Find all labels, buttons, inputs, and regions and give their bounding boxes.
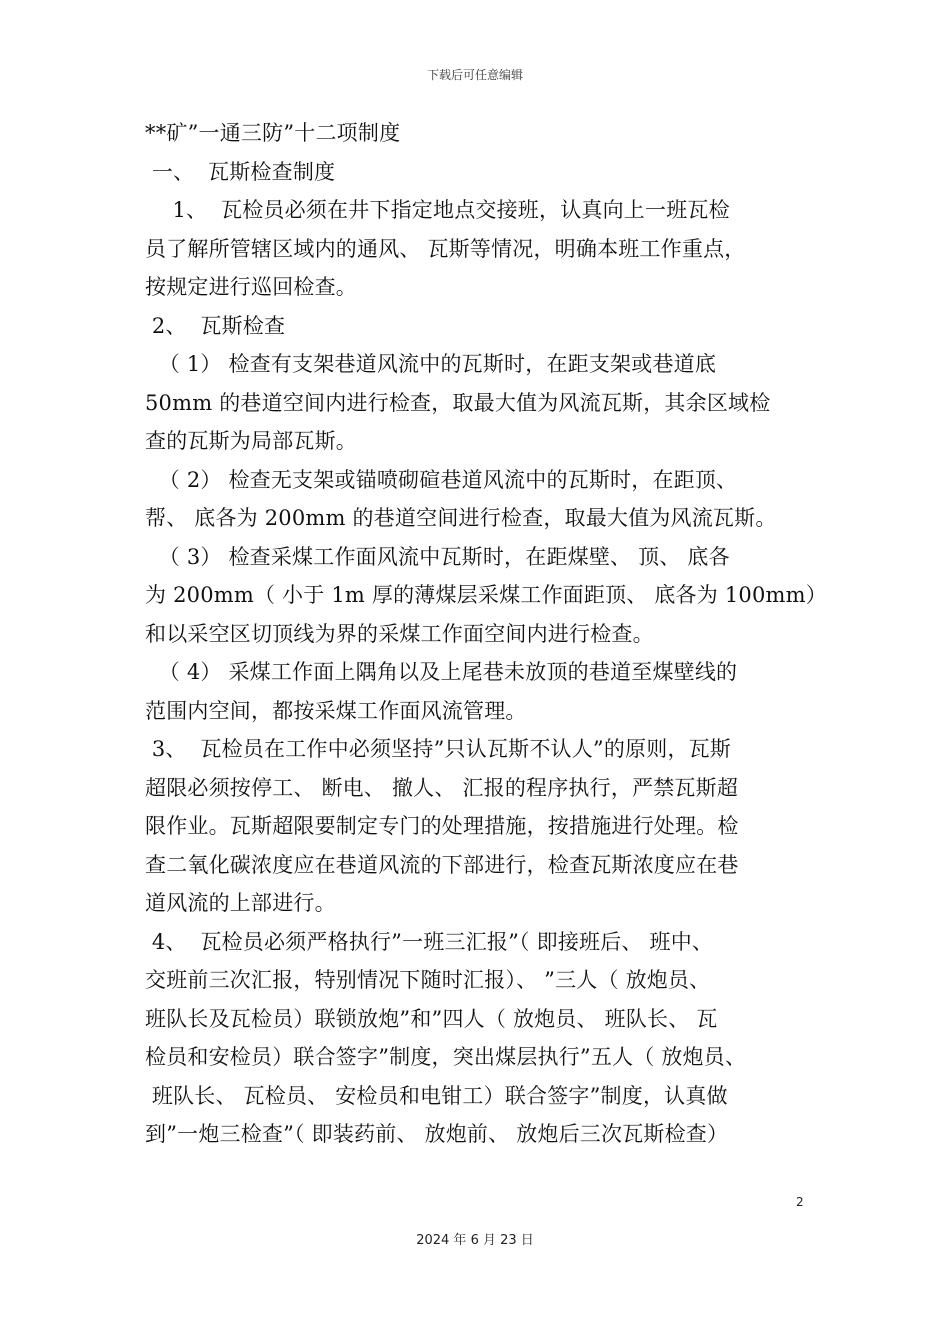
text-line: 50mm 的巷道空间内进行检查，取最大值为风流瓦斯，其余区域检 [145,390,771,415]
text-line: （ 1） 检查有支架巷道风流中的瓦斯时，在距支架或巷道底 [145,352,717,376]
text-line: 限作业。瓦斯超限要制定专门的处理措施，按措施进行处理。检 [145,814,739,838]
text-line: （ 3） 检查采煤工作面风流中瓦斯时，在距煤壁、 顶、 底各 [145,544,730,569]
text-line: 4、 瓦检员必须严格执行”一班三汇报”（ 即接班后、 班中、 [145,929,714,954]
page-number: 2 [796,1195,804,1209]
text-line: 一、 瓦斯检查制度 [145,159,336,184]
text-line: 为 200mm（ 小于 1m 厚的薄煤层采煤工作面距顶、 底各为 100mm） [145,583,827,607]
text-line: （ 4） 采煤工作面上隅角以及上尾巷未放顶的巷道至煤壁线的 [145,660,738,684]
document-body [145,114,827,1154]
text-line: 班队长、 瓦检员、 安检员和电钳工）联合签字”制度，认真做 [145,1083,728,1108]
text-line: 按规定进行巡回检查。 [145,275,357,299]
text-line: 1、 瓦检员必须在井下指定地点交接班，认真向上一班瓦检 [145,198,730,222]
text-line: （ 2） 检查无支架或锚喷砌碹巷道风流中的瓦斯时，在距顶、 [145,467,738,492]
text-line: 班队长及瓦检员）联锁放炮”和”四人（ 放炮员、 班队长、 瓦 [145,1006,718,1031]
text-line: 员了解所管辖区域内的通风、 瓦斯等情况，明确本班工作重点， [145,236,746,261]
text-line: 帮、 底各为 200mm 的巷道空间进行检查，取最大值为风流瓦斯。 [145,506,777,530]
header-note: 下载后可任意编辑 [426,68,523,82]
footer-date: 2024 年 6 月 23 日 [416,1233,534,1248]
text-line: 2、 瓦斯检查 [145,313,286,338]
text-line: 和以采空区切顶线为界的采煤工作面空间内进行检查。 [145,621,654,646]
text-line: 到”一炮三检查”（ 即装药前、 放炮前、 放炮后三次瓦斯检查） [145,1122,729,1146]
text-line: 查的瓦斯为局部瓦斯。 [145,429,357,453]
text-line: 交班前三次汇报，特别情况下随时汇报）、 ”三人（ 放炮员、 [145,968,711,992]
text-line: 范围内空间，都按采煤工作面风流管理。 [145,698,527,723]
text-line: 查二氧化碳浓度应在巷道风流的下部进行，检查瓦斯浓度应在巷 [145,852,739,877]
text-line: 检员和安检员）联合签字”制度，突出煤层执行”五人（ 放炮员、 [145,1045,747,1069]
text-line: 道风流的上部进行。 [145,891,336,915]
text-line: 3、 瓦检员在工作中必须坚持”只认瓦斯不认人”的原则，瓦斯 [145,737,732,761]
document-title: **矿”一通三防”十二项制度 [145,121,401,145]
body-lines [145,153,827,1154]
text-line: 超限必须按停工、 断电、 撤人、 汇报的程序执行，严禁瓦斯超 [145,775,739,800]
